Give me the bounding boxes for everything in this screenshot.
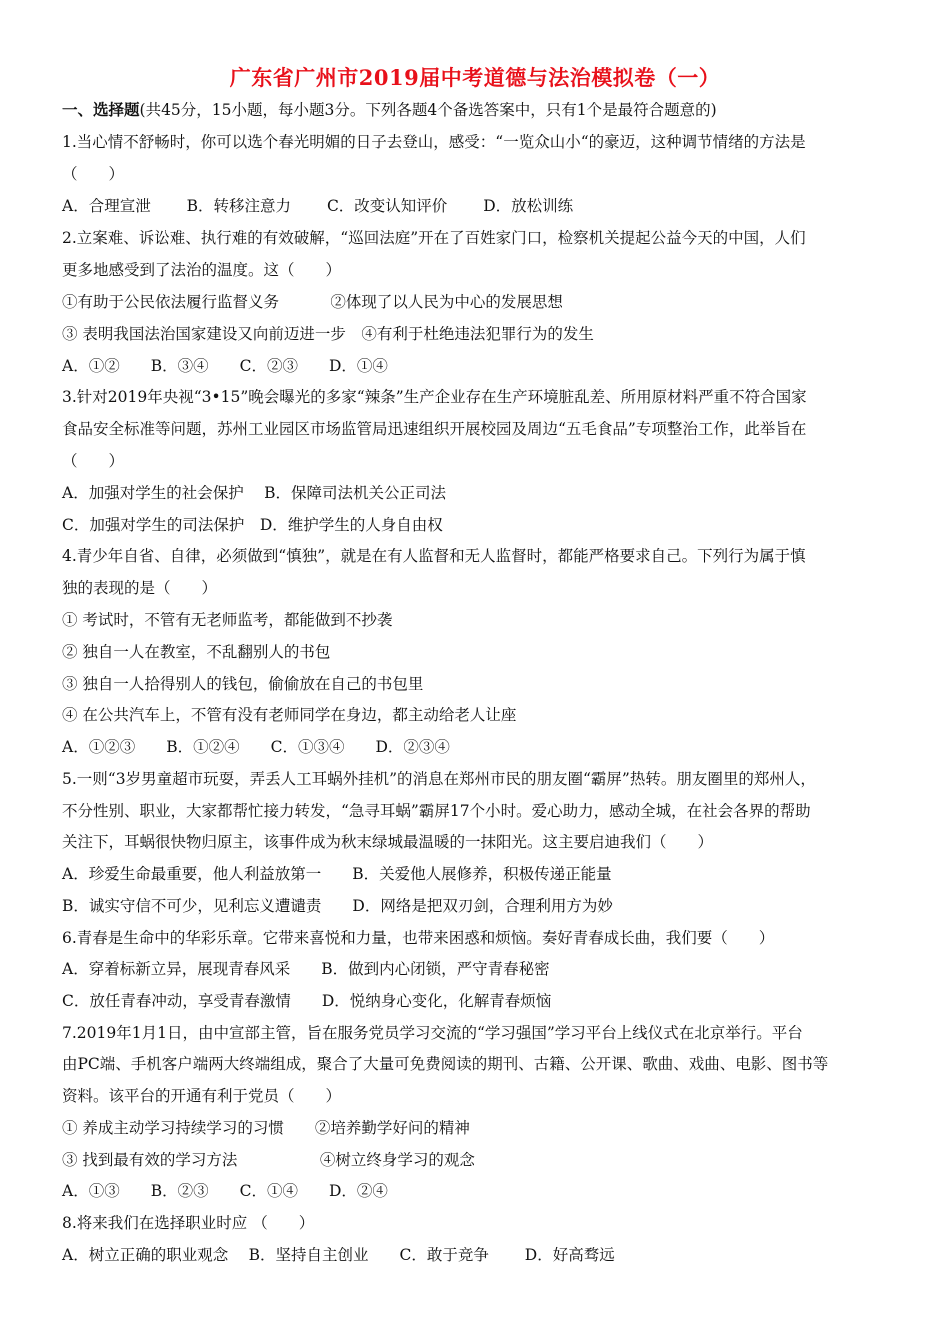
section-heading: 一、选择题 <box>62 100 140 119</box>
text-line: A．树立正确的职业观念 B．坚持自主创业 C．敢于竞争 D．好高骛远 <box>62 1246 615 1264</box>
text-line: （ ） <box>62 452 125 470</box>
text-line: ② 独自一人在教室，不乱翻别人的书包 <box>62 643 331 661</box>
text-line: 关注下，耳蜗很快物归原主，该事件成为秋末绿城最温暖的一抹阳光。这主要启迪我们（ ） <box>62 833 714 851</box>
text-line: 食品安全标准等问题，苏州工业园区市场监管局迅速组织开展校园及周边“五毛食品”专项整治工作，此举旨在 <box>62 420 807 438</box>
text-line: 3.针对2019年央视“3•15”晚会曝光的多家“辣条”生产企业存在生产环境脏乱差、所用原材料严重不符合国家 <box>62 388 807 406</box>
text-line: A．合理宣泄 B．转移注意力 C．改变认知评价 D．放松训练 <box>62 197 574 215</box>
text-line: A．穿着标新立异，展现青春风采 B．做到内心闭锁，严守青春秘密 <box>62 960 550 978</box>
page-title: 广东省广州市2019届中考道德与法治模拟卷（一） <box>229 65 721 90</box>
section-heading-line <box>62 99 717 121</box>
text-line: B．诚实守信不可少，见利忘义遭谴责 D．网络是把双刃剑，合理利用方为妙 <box>62 897 613 915</box>
text-line: ③ 找到最有效的学习方法 ④树立终身学习的观念 <box>62 1151 475 1169</box>
text-line: ③ 表明我国法治国家建设又向前迈进一步 ④有利于杜绝违法犯罪行为的发生 <box>62 325 594 343</box>
text-line: A．①② B．③④ C．②③ D．①④ <box>62 357 388 375</box>
text-line: 1.当心情不舒畅时，你可以选个春光明媚的日子去登山，感受：“一览众山小“的豪迈，这种调节情绪的方法是 <box>62 133 806 151</box>
section-description: (共45分，15小题，每小题3分。下列各题4个备选答案中，只有1个是最符合题意的) <box>139 101 717 119</box>
text-line: 4.青少年自省、自律，必须做到“慎独”，就是在有人监督和无人监督时，都能严格要求自己。下列行为属于慎 <box>62 547 806 565</box>
text-line: C．放任青春冲动，享受青春激情 D．悦纳身心变化，化解青春烦恼 <box>62 992 552 1010</box>
text-line: ① 养成主动学习持续学习的习惯 ②培养勤学好问的精神 <box>62 1119 470 1137</box>
text-line: ③ 独自一人拾得别人的钱包，偷偷放在自己的书包里 <box>62 675 424 693</box>
text-line: A．①③ B．②③ C．①④ D．②④ <box>62 1182 388 1200</box>
text-line: A．加强对学生的社会保护 B．保障司法机关公正司法 <box>62 484 447 502</box>
text-line: 独的表现的是（ ） <box>62 579 218 597</box>
text-line: 不分性别、职业，大家都帮忙接力转发，“急寻耳蜗”霸屏17个小时。爱心助力，感动全城，在社会各界的帮助 <box>62 802 811 820</box>
text-line: 2.立案难、诉讼难、执行难的有效破解，“巡回法庭”开在了百姓家门口，检察机关提起公益今天的中国，人们 <box>62 229 806 247</box>
text-line: 6.青春是生命中的华彩乐章。它带来喜悦和力量，也带来困惑和烦恼。奏好青春成长曲，我们要（ ） <box>62 929 775 947</box>
text-line: A．①②③ B．①②④ C．①③④ D．②③④ <box>62 738 450 756</box>
text-line: A．珍爱生命最重要，他人利益放第一 B．关爱他人展修养，积极传递正能量 <box>62 865 612 883</box>
text-line: （ ） <box>62 165 125 183</box>
text-line: 更多地感受到了法治的温度。这（ ） <box>62 261 342 279</box>
text-line: ① 考试时，不管有无老师监考，都能做到不抄袭 <box>62 611 393 629</box>
text-line: 资料。该平台的开通有利于党员（ ） <box>62 1087 342 1105</box>
text-line: 8.将来我们在选择职业时应 （ ） <box>62 1214 315 1232</box>
text-line: ①有助于公民依法履行监督义务 ②体现了以人民为中心的发展思想 <box>62 293 563 311</box>
text-line: 5.一则“3岁男童超市玩耍，弄丢人工耳蜗外挂机”的消息在郑州市民的朋友圈“霸屏”热转。朋友圈里的郑州人， <box>62 770 816 788</box>
text-line: 7.2019年1月1日，由中宣部主管，旨在服务党员学习交流的“学习强国”学习平台上线仪式在北京举行。平台 <box>62 1024 803 1042</box>
text-line: ④ 在公共汽车上，不管有没有老师同学在身边，都主动给老人让座 <box>62 706 517 724</box>
text-line: C．加强对学生的司法保护 D．维护学生的人身自由权 <box>62 516 443 534</box>
text-line: 由PC端、手机客户端两大终端组成，聚合了大量可免费阅读的期刊、古籍、公开课、歌曲、戏曲、电影、图书等 <box>62 1055 829 1073</box>
